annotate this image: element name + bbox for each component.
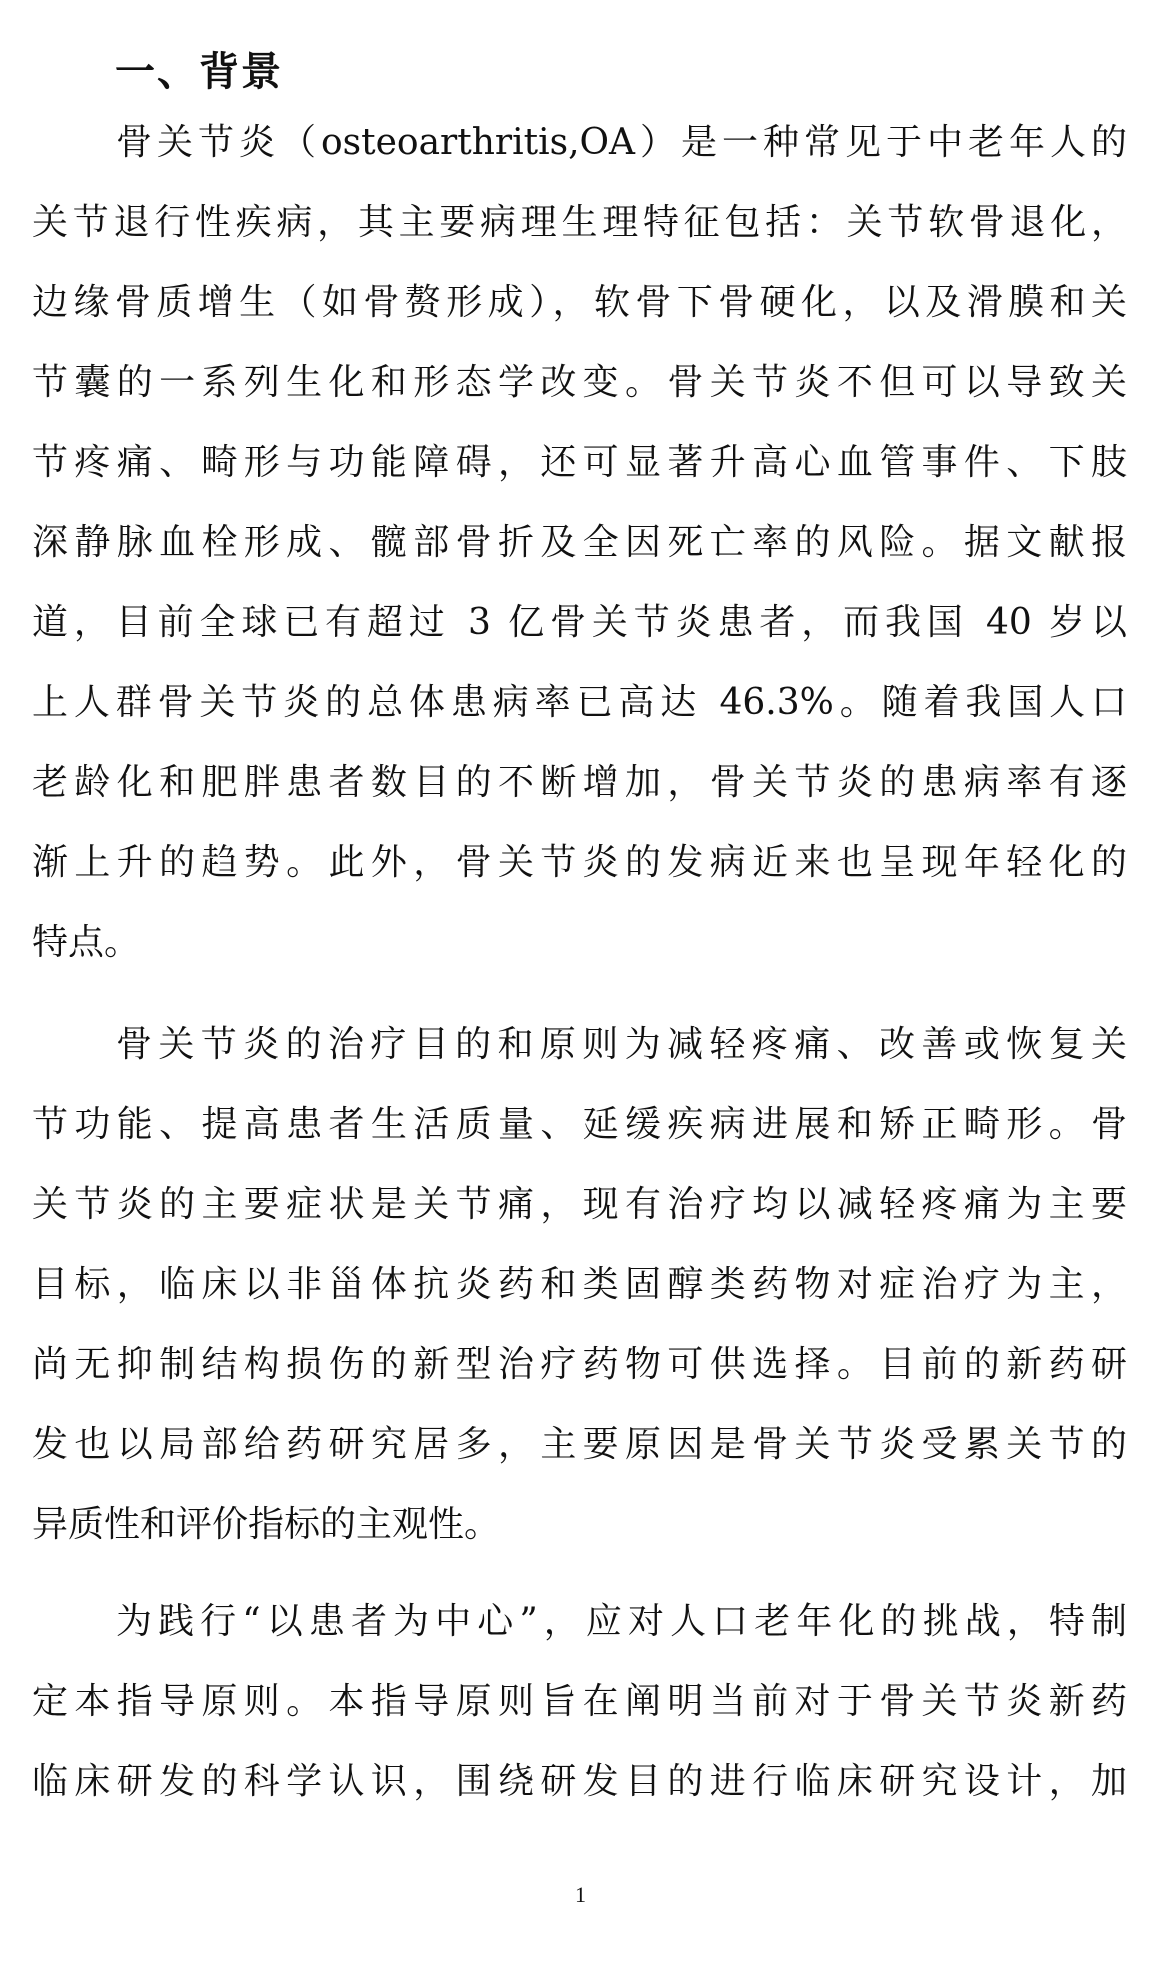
text-line: 定本指导原则。本指导原则旨在阐明当前对于骨关节炎新药 xyxy=(32,1681,1127,1722)
text-line: 尚无抑制结构损伤的新型治疗药物可供选择。目前的新药研 xyxy=(32,1344,1127,1385)
text-line: 老龄化和肥胖患者数目的不断增加，骨关节炎的患病率有逐 xyxy=(32,762,1127,803)
section-heading: 一、背景 xyxy=(115,49,283,95)
text-line: 节囊的一系列生化和形态学改变。骨关节炎不但可以导致关 xyxy=(32,362,1127,403)
text-line: 发也以局部给药研究居多，主要原因是骨关节炎受累关节的 xyxy=(32,1424,1127,1465)
text-line: 异质性和评价指标的主观性。 xyxy=(32,1504,501,1545)
text-line: 渐上升的趋势。此外，骨关节炎的发病近来也呈现年轻化的 xyxy=(32,842,1127,883)
text-line: 特点。 xyxy=(32,922,141,963)
text-line: 边缘骨质增生（如骨赘形成），软骨下骨硬化，以及滑膜和关 xyxy=(32,282,1127,323)
page-number: 1 xyxy=(575,1882,586,1907)
text-line: 节疼痛、畸形与功能障碍，还可显著升高心血管事件、下肢 xyxy=(32,442,1127,483)
paragraph-background-definition xyxy=(32,103,1127,983)
text-line: 节功能、提高患者生活质量、延缓疾病进展和矫正畸形。骨 xyxy=(32,1104,1127,1145)
text-line: 上人群骨关节炎的总体患病率已高达 46.3%。随着我国人口 xyxy=(32,682,1127,723)
text-line: 骨关节炎的治疗目的和原则为减轻疼痛、改善或恢复关 xyxy=(116,1024,1127,1065)
text-line: 骨关节炎（osteoarthritis,OA）是一种常见于中老年人的 xyxy=(116,122,1127,163)
text-line: 关节退行性疾病，其主要病理生理特征包括：关节软骨退化， xyxy=(32,202,1127,243)
text-line: 为践行“以患者为中心”，应对人口老年化的挑战，特制 xyxy=(116,1601,1127,1642)
text-line: 深静脉血栓形成、髋部骨折及全因死亡率的风险。据文献报 xyxy=(32,522,1127,563)
text-line: 关节炎的主要症状是关节痛，现有治疗均以减轻疼痛为主要 xyxy=(32,1184,1127,1225)
text-line: 道，目前全球已有超过 3 亿骨关节炎患者，而我国 40 岁以 xyxy=(32,602,1127,643)
text-line: 临床研发的科学认识，围绕研发目的进行临床研究设计，加 xyxy=(32,1761,1127,1802)
paragraph-guideline-purpose xyxy=(32,1582,1127,1822)
text-line: 目标，临床以非甾体抗炎药和类固醇类药物对症治疗为主， xyxy=(32,1264,1127,1305)
paragraph-treatment-principles xyxy=(32,1005,1127,1565)
